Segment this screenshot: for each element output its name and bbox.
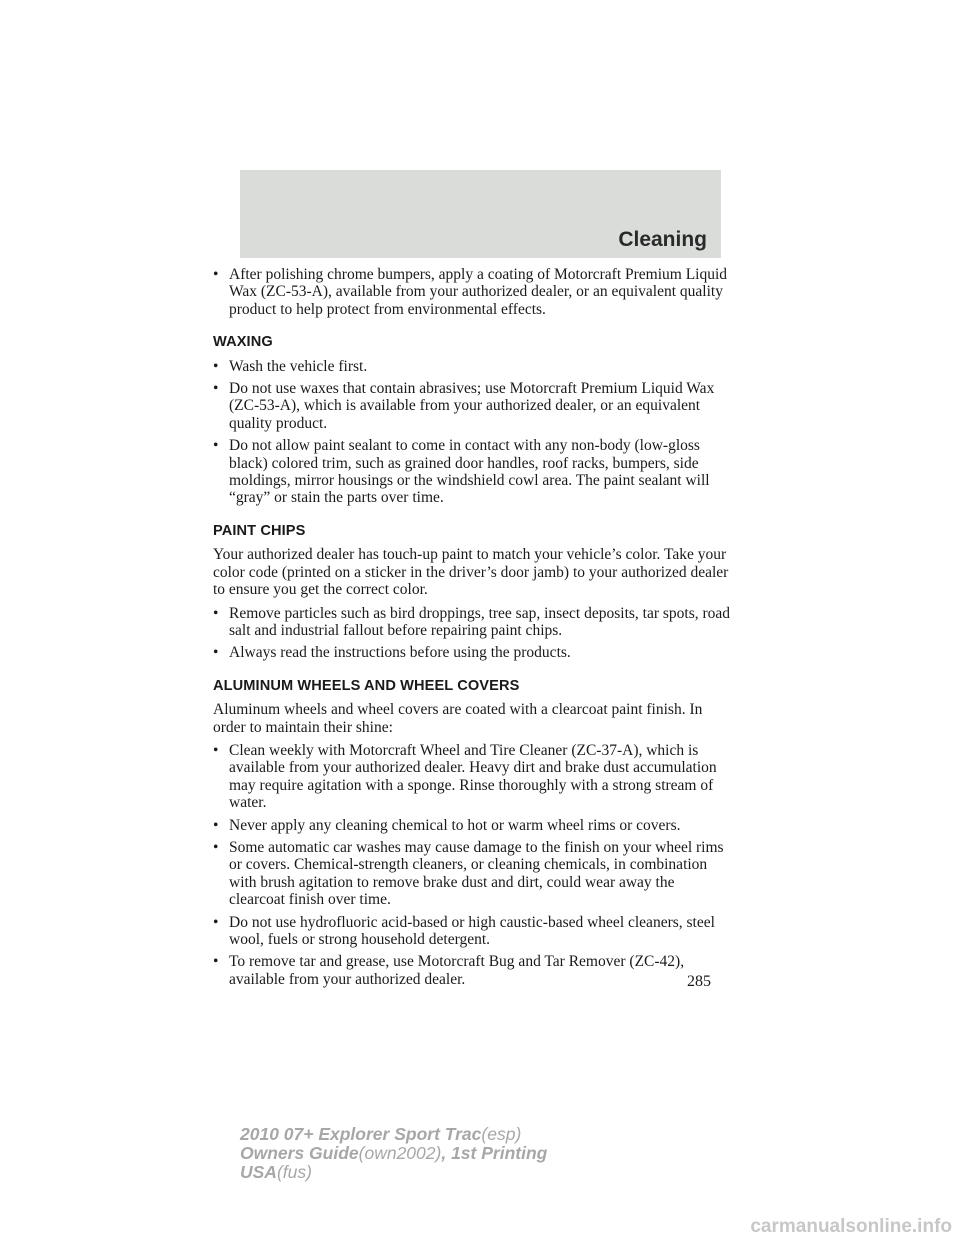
paint-chips-bullet-list (213, 605, 733, 662)
list-item: • Remove particles such as bird droppings, tree sap, insect deposits, tar spots, road salt and industrial fallout before repairing paint chips. (213, 604, 731, 639)
aluminum-paragraph: Aluminum wheels and wheel covers are coated with a clearcoat paint finish. In order to maintain their shine: (213, 701, 703, 736)
bullet-icon: • (213, 644, 219, 662)
bullet-icon: • (213, 838, 219, 856)
waxing-bullet-list (213, 358, 733, 507)
bullet-icon: • (213, 380, 219, 398)
footer-line-3: USA(fus) (240, 1162, 312, 1182)
list-item: • Never apply any cleaning chemical to hot or warm wheel rims or covers. (213, 816, 681, 834)
bullet-icon: • (213, 953, 219, 971)
heading-paint-chips: PAINT CHIPS (213, 522, 306, 539)
heading-waxing: WAXING (213, 334, 273, 351)
list-item: • Wash the vehicle first. (213, 357, 368, 375)
watermark: carmanualsonline.info (750, 1216, 952, 1237)
document-footer (240, 1125, 547, 1182)
list-item: • To remove tar and grease, use Motorcraft Bug and Tar Remover (ZC-42), available from your authorized dealer. (213, 953, 685, 988)
bullet-icon: • (213, 604, 219, 622)
bullet-icon: • (213, 437, 219, 455)
footer-line-2: Owners Guide(own2002), 1st Printing (240, 1143, 548, 1163)
list-item: • After polishing chrome bumpers, apply a coating of Motorcraft Premium Liquid Wax (ZC-53-A), available from your authorized dealer, or an equivalent quality product to help protect from environmental effects. (213, 266, 728, 318)
list-item: • Always read the instructions before using the products. (213, 644, 571, 662)
list-item: • Do not allow paint sealant to come in contact with any non-body (low-gloss black) colored trim, such as grained door handles, roof racks, bumpers, side moldings, mirror housings or the windshield cowl area. The paint sealant will “gray” or stain the parts over time. (213, 437, 710, 507)
list-item: • Clean weekly with Motorcraft Wheel and Tire Cleaner (ZC-37-A), which is available from your authorized dealer. Heavy dirt and brake dust accumulation may require agitation with a sponge. Rinse thoroughly with a strong stream of water. (213, 741, 717, 812)
footer-line-1: 2010 07+ Explorer Sport Trac(esp) (240, 1124, 522, 1144)
list-item: • Do not use hydrofluoric acid-based or high caustic-based wheel cleaners, steel wool, fuels or strong household detergent. (213, 913, 715, 948)
list-item: • Some automatic car washes may cause damage to the finish on your wheel rims or covers. Chemical-strength cleaners, or cleaning chemicals, in combination with brush agitation to remove brake dust and dirt, could wear away the clearcoat finish over time. (213, 838, 724, 909)
list-item: • Do not use waxes that contain abrasives; use Motorcraft Premium Liquid Wax (ZC-53-A), which is available from your authorized dealer, or an equivalent quality product. (213, 380, 715, 432)
heading-aluminum-wheels: ALUMINUM WHEELS AND WHEEL COVERS (213, 677, 520, 694)
section-title: Cleaning (618, 228, 707, 251)
paint-chips-paragraph: Your authorized dealer has touch-up paint to match your vehicle’s color. Take your color code (printed on a sticker in the driver’s door jamb) to your authorized dealer to ensure you get the correct color. (213, 546, 729, 599)
bullet-icon: • (213, 266, 219, 283)
aluminum-bullet-list (213, 742, 733, 988)
section-header-band (240, 170, 721, 258)
bullet-icon: • (213, 913, 219, 931)
bullet-icon: • (213, 741, 219, 759)
bullet-icon: • (213, 357, 219, 375)
intro-bullet-list (213, 266, 733, 318)
bullet-icon: • (213, 816, 219, 834)
page-content (213, 266, 733, 993)
page-number: 285 (687, 973, 711, 990)
